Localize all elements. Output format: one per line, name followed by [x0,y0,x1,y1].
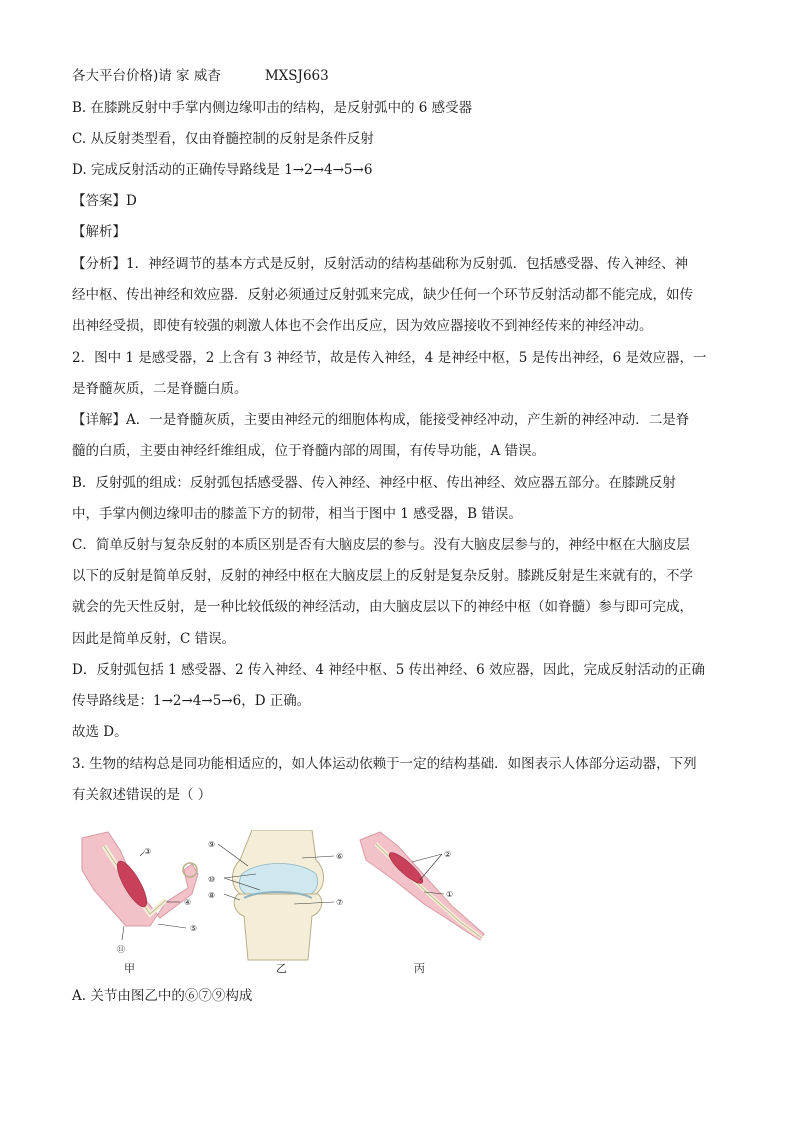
label-6: ⑥ [336,852,344,861]
answer-label: 【答案】D [72,193,137,209]
analysis-label: 【解析】 [72,224,126,240]
detail-text-10: 传导路线是：1→2→4→5→6，D 正确。 [72,693,311,709]
detail-text-9: D．反射弧包括 1 感受器、2 传入神经、4 神经中枢、5 传出神经、6 效应器，因此，完成反射活动的正确 [72,662,706,678]
caption-yi: 乙 [276,962,287,975]
caption-bing: 丙 [414,962,425,975]
detail-text-1: 【详解】A．一是脊髓灰质，主要由神经元的细胞体构成，能接受神经冲动，产生新的神经冲动．二是脊 [72,412,690,428]
text-line-1-main: 各大平台价格)请 家 威杳 [72,68,221,84]
label-5: ⑤ [190,924,198,933]
analysis-text-4: 2．图中 1 是感受器，2 上含有 3 神经节，故是传入神经，4 是神经中枢，5 是传出神经，6 是效应器，一 [72,350,707,366]
movement-organ-figure [80,830,500,980]
label-11: ⑪ [117,945,125,954]
question-3-option-a: A. 关节由图乙中的⑥⑦⑨构成 [72,988,253,1004]
detail-text-2: 髓的白质，主要由神经纤维组成，位于脊髓内部的周围，有传导功能，A 错误。 [72,443,546,459]
option-c: C. 从反射类型看，仅由脊髓控制的反射是条件反射 [72,131,374,147]
label-8: ⑧ [208,891,216,900]
text-line-1-code: MXSJ663 [264,68,329,84]
label-10: ⑩ [208,875,216,884]
question-3-line-1: 3. 生物的结构总是同功能相适应的，如人体运动依赖于一定的结构基础．如图表示人体部分运动器，下列 [72,756,697,772]
detail-text-8: 因此是简单反射，C 错误。 [72,631,236,647]
label-3: ③ [144,847,152,856]
option-b: B. 在膝跳反射中手掌内侧边缘叩击的结构，是反射弧中的 6 感受器 [72,100,473,116]
detail-text-5: C．简单反射与复杂反射的本质区别是否有大脑皮层的参与。没有大脑皮层参与的，神经中枢在大脑皮层 [72,537,690,553]
label-7: ⑦ [336,898,344,907]
label-4: ④ [184,898,192,907]
arm-figure-bing [360,832,484,940]
detail-text-3: B．反射弧的组成：反射弧包括感受器、传入神经、神经中枢、传出神经、效应器五部分。在膝跳反射 [72,475,676,491]
arm-figure-jia [82,832,198,940]
label-1: ① [446,890,454,899]
question-3-line-2: 有关叙述错误的是（ ） [72,787,212,803]
analysis-text-5: 是脊髓灰质，二是脊髓白质。 [72,381,248,397]
figure-svg [80,830,500,980]
conclusion: 故选 D。 [72,724,128,740]
option-d: D. 完成反射活动的正确传导路线是 1→2→4→5→6 [72,162,373,178]
analysis-text-2: 经中枢、传出神经和效应器．反射必须通过反射弧来完成，缺少任何一个环节反射活动都不能完成，如传 [72,287,693,303]
joint-figure-yi [218,830,334,960]
analysis-text-1: 【分析】1．神经调节的基本方式是反射，反射活动的结构基础称为反射弧．包括感受器、传入神经、神 [72,256,689,272]
detail-text-6: 以下的反射是简单反射，反射的神经中枢在大脑皮层上的反射是复杂反射。膝跳反射是生来就有的，不学 [72,568,693,584]
detail-text-4: 中，手掌内侧边缘叩击的膝盖下方的韧带，相当于图中 1 感受器，B 错误。 [72,506,522,522]
text-line-1 [72,66,329,86]
caption-jia: 甲 [124,962,135,975]
analysis-text-3: 出神经受损，即使有较强的刺激人体也不会作出反应，因为效应器接收不到神经传来的神经冲动。 [72,318,653,334]
label-9: ⑨ [208,840,216,849]
detail-text-7: 就会的先天性反射，是一种比较低级的神经活动，由大脑皮层以下的神经中枢（如脊髓）参与即可完成， [72,599,693,615]
label-2: ② [444,850,452,859]
